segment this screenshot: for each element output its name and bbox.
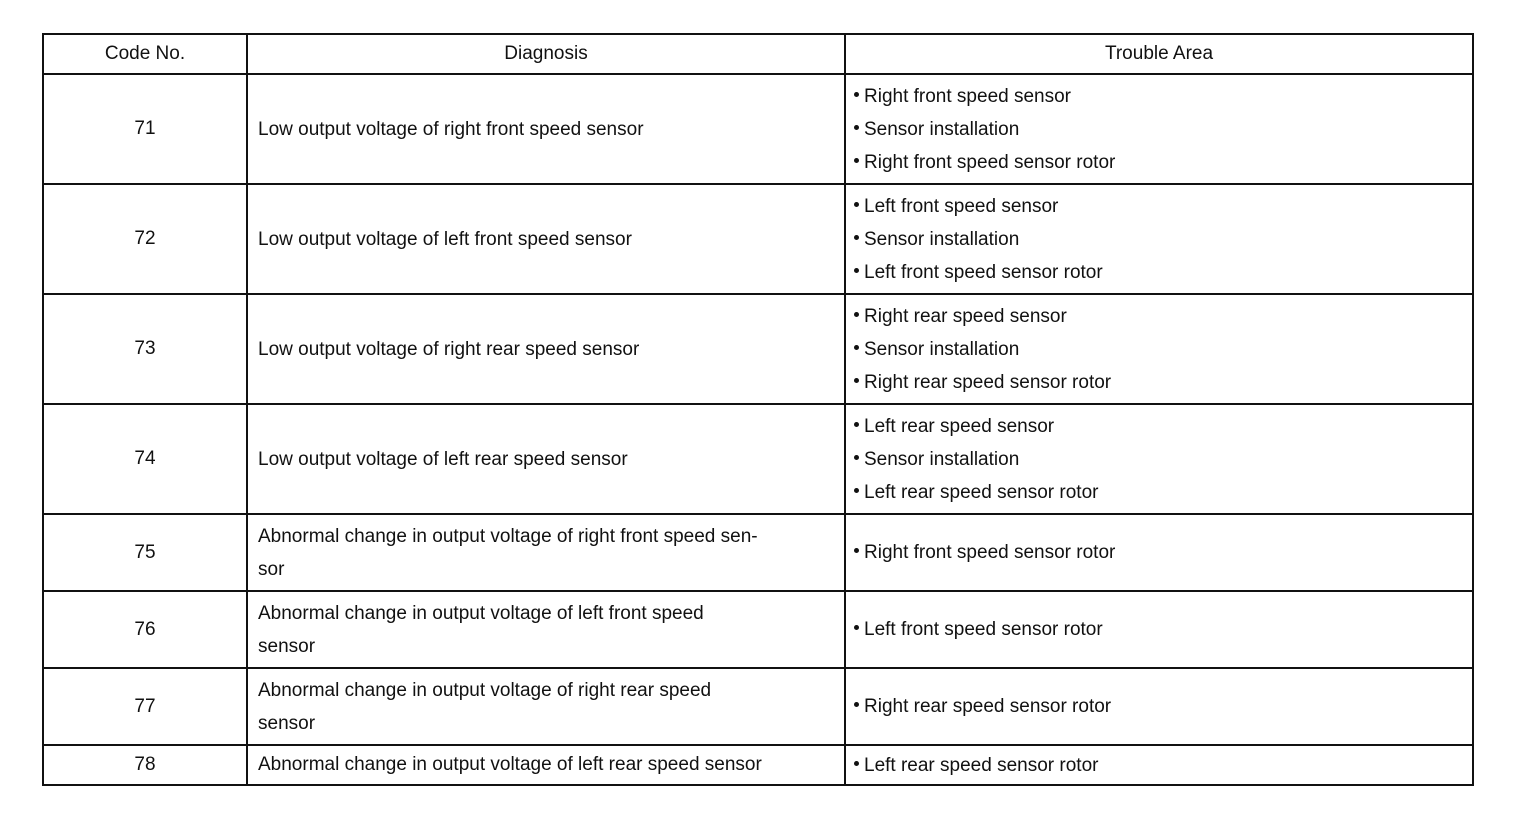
table-row: [43, 514, 1473, 591]
trouble-area-text: Left rear speed sensor rotor: [864, 481, 1099, 503]
trouble-area-text: Right front speed sensor rotor: [864, 542, 1116, 563]
trouble-area-list: [854, 190, 1472, 289]
trouble-area-item: [854, 476, 1472, 509]
code-cell: 75: [43, 514, 247, 591]
table-body: [43, 74, 1473, 785]
trouble-area-text: Left front speed sensor rotor: [864, 619, 1103, 640]
trouble-area-list: [854, 613, 1472, 646]
bullet-icon: [854, 761, 859, 766]
diagnosis-cell: [247, 591, 845, 668]
diagnosis-line: Abnormal change in output voltage of right front speed sen-: [258, 525, 758, 547]
table-row: [43, 591, 1473, 668]
bullet-icon: [854, 702, 859, 707]
bullet-icon: [854, 548, 859, 553]
bullet-icon: [854, 455, 859, 460]
trouble-area-text: Right front speed sensor rotor: [864, 151, 1116, 173]
trouble-area-text: Sensor installation: [864, 338, 1020, 360]
table-row: [43, 404, 1473, 514]
diagnosis-line: Low output voltage of left rear speed sensor: [258, 448, 628, 470]
code-cell: 76: [43, 591, 247, 668]
trouble-area-cell: [845, 74, 1473, 184]
code-cell: 71: [43, 74, 247, 184]
diagnosis-line: Low output voltage of right front speed sensor: [258, 118, 644, 140]
trouble-area-cell: [845, 184, 1473, 294]
trouble-area-text: Left rear speed sensor: [864, 415, 1055, 437]
bullet-icon: [854, 158, 859, 163]
diagnosis-cell: [247, 514, 845, 591]
diagnosis-line: sensor: [258, 635, 316, 657]
trouble-area-cell: [845, 294, 1473, 404]
trouble-area-item: [854, 113, 1472, 146]
trouble-area-text: Sensor installation: [864, 118, 1020, 140]
trouble-area-text: Left front speed sensor rotor: [864, 261, 1103, 283]
code-cell: 72: [43, 184, 247, 294]
table-row: [43, 294, 1473, 404]
diagnosis-cell: [247, 668, 845, 745]
bullet-icon: [854, 125, 859, 130]
trouble-area-item: [854, 536, 1472, 569]
diagnosis-line: Low output voltage of right rear speed sensor: [258, 338, 640, 360]
trouble-area-text: Left front speed sensor: [864, 195, 1059, 217]
code-cell: 78: [43, 745, 247, 785]
diagnosis-cell: [247, 404, 845, 514]
trouble-area-item: [854, 443, 1472, 476]
table-row: [43, 745, 1473, 785]
diagnosis-cell: [247, 745, 845, 785]
bullet-icon: [854, 378, 859, 383]
diagnostic-code-table: [42, 33, 1474, 786]
trouble-area-list: [854, 300, 1472, 399]
trouble-area-item: [854, 613, 1472, 646]
trouble-area-item: [854, 410, 1472, 443]
trouble-area-text: Right front speed sensor: [864, 85, 1072, 107]
trouble-area-item: [854, 190, 1472, 223]
trouble-area-item: [854, 300, 1472, 333]
bullet-icon: [854, 625, 859, 630]
bullet-icon: [854, 92, 859, 97]
table-row: [43, 74, 1473, 184]
trouble-area-text: Right rear speed sensor rotor: [864, 371, 1112, 393]
diagnosis-line: Low output voltage of left front speed sensor: [258, 228, 632, 250]
diagnosis-cell: [247, 184, 845, 294]
trouble-area-text: Right rear speed sensor rotor: [864, 696, 1112, 717]
trouble-area-text: Sensor installation: [864, 228, 1020, 250]
trouble-area-cell: [845, 745, 1473, 785]
trouble-area-list: [854, 690, 1472, 723]
trouble-area-text: Right rear speed sensor: [864, 305, 1067, 327]
trouble-area-item: [854, 146, 1472, 179]
diagnosis-cell: [247, 294, 845, 404]
code-cell: 77: [43, 668, 247, 745]
trouble-area-item: [854, 80, 1472, 113]
trouble-area-text: Left rear speed sensor rotor: [864, 754, 1099, 776]
bullet-icon: [854, 422, 859, 427]
diagnosis-cell: [247, 74, 845, 184]
trouble-area-cell: [845, 514, 1473, 591]
header-diagnosis: Diagnosis: [247, 34, 845, 74]
diagnosis-line: sor: [258, 558, 285, 580]
bullet-icon: [854, 235, 859, 240]
diagnosis-line: Abnormal change in output voltage of left front speed: [258, 602, 704, 624]
header-code-no: Code No.: [43, 34, 247, 74]
trouble-area-list: [854, 749, 1472, 782]
bullet-icon: [854, 202, 859, 207]
trouble-area-cell: [845, 668, 1473, 745]
code-cell: 74: [43, 404, 247, 514]
trouble-area-item: [854, 366, 1472, 399]
code-cell: 73: [43, 294, 247, 404]
trouble-area-text: Sensor installation: [864, 448, 1020, 470]
trouble-area-item: [854, 256, 1472, 289]
trouble-area-list: [854, 80, 1472, 179]
trouble-area-item: [854, 223, 1472, 256]
trouble-area-item: [854, 333, 1472, 366]
trouble-area-item: [854, 690, 1472, 723]
diagnosis-line: sensor: [258, 712, 316, 734]
bullet-icon: [854, 345, 859, 350]
bullet-icon: [854, 312, 859, 317]
diagnosis-line: Abnormal change in output voltage of right rear speed: [258, 679, 712, 701]
table-header-row: [43, 34, 1473, 74]
header-trouble-area: Trouble Area: [845, 34, 1473, 74]
diagnosis-line: Abnormal change in output voltage of left rear speed sensor: [258, 754, 762, 775]
table-row: [43, 184, 1473, 294]
bullet-icon: [854, 268, 859, 273]
trouble-area-list: [854, 536, 1472, 569]
trouble-area-item: [854, 749, 1472, 782]
trouble-area-cell: [845, 591, 1473, 668]
bullet-icon: [854, 488, 859, 493]
trouble-area-cell: [845, 404, 1473, 514]
trouble-area-list: [854, 410, 1472, 509]
table-row: [43, 668, 1473, 745]
